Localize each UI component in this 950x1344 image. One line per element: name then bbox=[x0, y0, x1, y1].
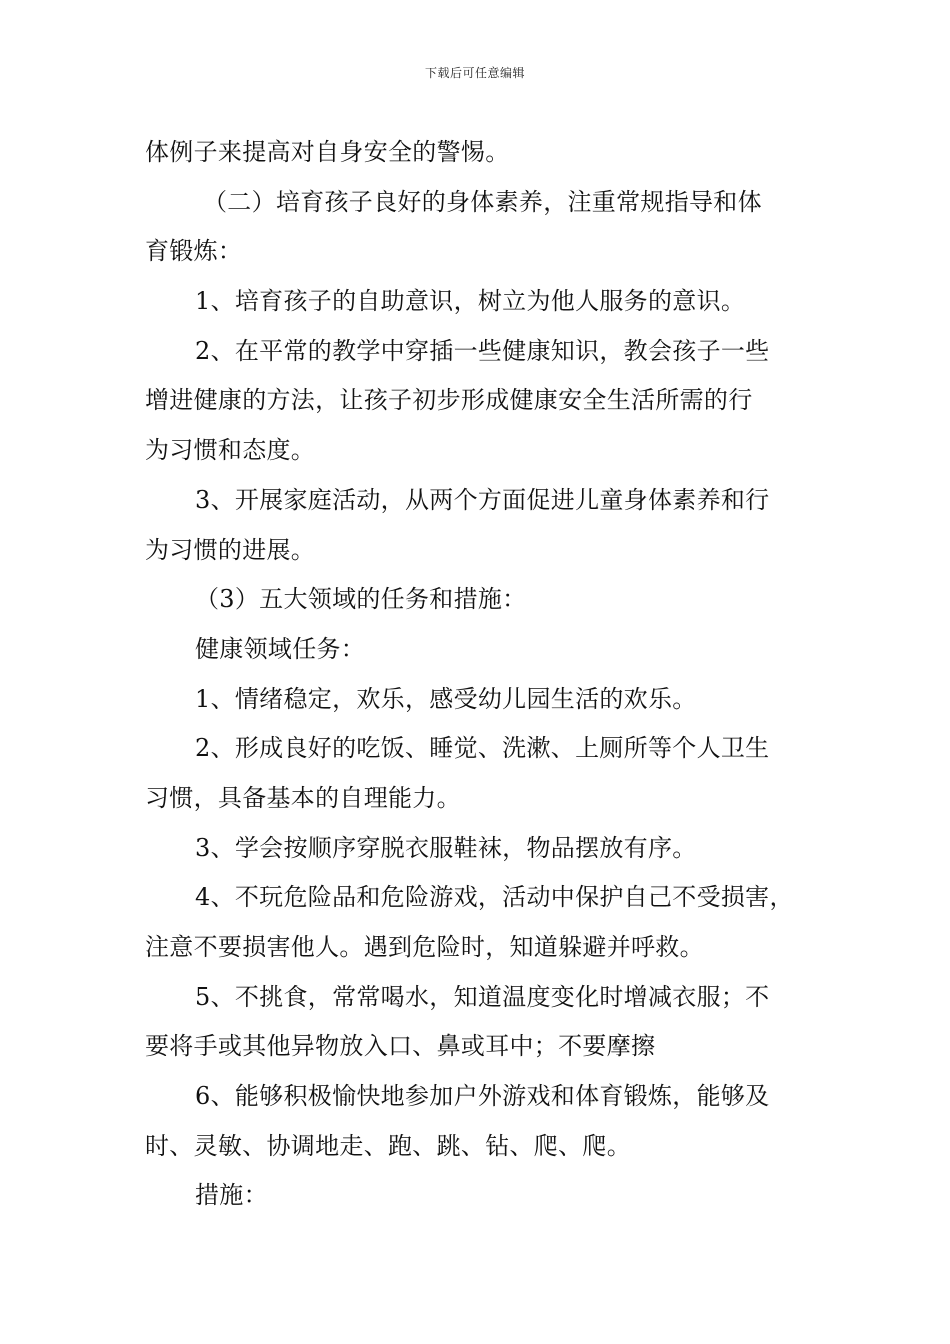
text-line: 注意不要损害他人。遇到危险时，知道躲避并呼救。 bbox=[145, 933, 704, 961]
text-line: 育锻炼： bbox=[145, 237, 243, 266]
document-body bbox=[145, 128, 810, 1221]
list-item: 2、形成良好的吃饭、睡觉、洗漱、上厕所等个人卫生 bbox=[195, 734, 770, 763]
text-line: 要将手或其他异物放入口、鼻或耳中；不要摩擦 bbox=[145, 1032, 656, 1061]
list-item: 5、不挑食，常常喝水，知道温度变化时增减衣服；不 bbox=[195, 982, 770, 1011]
text-line: 增进健康的方法，让孩子初步形成健康安全生活所需的行 bbox=[145, 386, 753, 415]
text-line: 时、灵敏、协调地走、跑、跳、钻、爬、爬。 bbox=[145, 1131, 631, 1160]
list-item: 3、开展家庭活动，从两个方面促进儿童身体素养和行 bbox=[195, 485, 770, 514]
subsection-heading: 健康领域任务： bbox=[195, 634, 366, 663]
page-header: 下载后可任意编辑 bbox=[424, 66, 525, 80]
list-item: 1、情绪稳定，欢乐，感受幼儿园生活的欢乐。 bbox=[195, 684, 697, 713]
text-line: 体例子来提高对自身安全的警惕。 bbox=[145, 138, 510, 166]
list-item: 4、不玩危险品和危险游戏，活动中保护自己不受损害， bbox=[195, 883, 794, 912]
section-heading: （3）五大领域的任务和措施： bbox=[195, 585, 527, 614]
section-heading: （二）培育孩子良好的身体素养，注重常规指导和体 bbox=[203, 187, 762, 216]
text-line: 习惯，具备基本的自理能力。 bbox=[145, 783, 461, 812]
list-item: 3、学会按顺序穿脱衣服鞋袜，物品摆放有序。 bbox=[195, 833, 697, 862]
list-item: 1、培育孩子的自助意识，树立为他人服务的意识。 bbox=[195, 287, 746, 316]
list-item: 2、在平常的教学中穿插一些健康知识，教会孩子一些 bbox=[195, 336, 770, 365]
text-line: 为习惯和态度。 bbox=[145, 436, 316, 465]
list-item: 6、能够积极愉快地参加户外游戏和体育锻炼，能够及 bbox=[195, 1082, 770, 1111]
subsection-heading: 措施： bbox=[195, 1181, 268, 1210]
text-line: 为习惯的进展。 bbox=[145, 535, 316, 564]
